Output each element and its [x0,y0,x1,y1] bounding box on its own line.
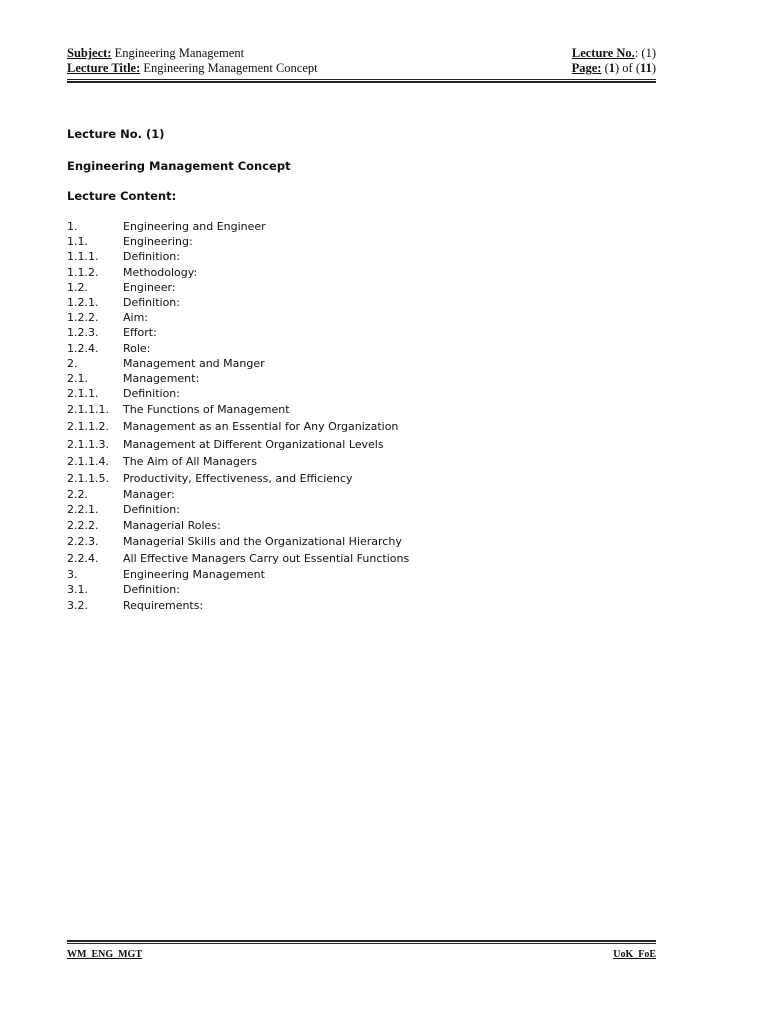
toc-title: Requirements: [123,598,204,612]
page-footer [67,949,656,960]
toc-item [67,265,409,280]
toc-title: Management as an Essential for Any Organization [123,420,399,434]
toc-item [67,371,409,386]
subject-label: Subject: [67,46,112,60]
lecture-number-value: : (1) [634,46,656,60]
toc-number: 2.1.1.2. [67,420,109,434]
toc-number: 2.1.1.3. [67,437,109,451]
header-divider [67,79,656,83]
toc-title: Managerial Roles: [123,518,221,532]
toc-title: Management: [123,371,200,385]
page-number-line [572,61,656,76]
toc-title: Management and Manger [123,356,265,370]
toc-number: 1.1.2. [67,265,99,279]
toc-number: 2.2. [67,488,88,502]
toc-item [67,249,409,264]
toc-number: 3.1. [67,583,88,597]
toc-item [67,234,409,249]
page-mid: ) of ( [615,61,641,75]
toc-number: 3.2. [67,598,88,612]
toc-number: 1.2. [67,280,88,294]
toc-title: Definition: [123,295,180,309]
toc-item [67,356,409,371]
toc-number: 2.2.1. [67,503,99,517]
content-heading: Lecture Content: [67,189,177,203]
toc-item [67,219,409,234]
toc-title: All Effective Managers Carry out Essential Functions [123,551,410,565]
toc-title: Definition: [123,387,180,401]
toc-title: Aim: [123,311,149,325]
toc-title: Effort: [123,326,157,340]
toc-title: Management at Different Organizational Levels [123,437,384,451]
toc-title: Engineering: [123,235,193,249]
toc-number: 2.1.1.1. [67,403,109,417]
toc-number: 1.1. [67,235,88,249]
toc-title: Definition: [123,250,180,264]
toc-title: Engineering and Engineer [123,220,266,233]
toc-title: Methodology: [123,265,198,279]
lecture-title-value: Engineering Management Concept [140,61,318,75]
subject-value: Engineering Management [111,46,245,60]
toc-title: Definition: [123,503,180,517]
toc-number: 2.1.1.4. [67,454,109,468]
toc-item [67,436,409,453]
toc-item [67,453,409,470]
header-row-2 [67,61,656,76]
lecture-number-line [572,46,656,61]
lecture-title-label: Lecture Title: [67,61,141,75]
toc-title: Role: [123,341,151,355]
toc-title: Definition: [123,583,180,597]
footer-right-code: UoK_FoE [613,949,656,960]
toc-number: 2.1. [67,371,88,385]
toc-number: 1. [67,220,78,233]
toc-title: Engineer: [123,280,176,294]
toc-item [67,533,409,550]
toc-number: 1.2.2. [67,311,99,325]
toc-item [67,502,409,517]
toc-item [67,487,409,502]
toc-item [67,295,409,310]
toc-title: The Aim of All Managers [123,454,257,468]
page-header [67,46,656,76]
toc-item [67,470,409,487]
toc-item [67,598,409,613]
lecture-number-label: Lecture No. [571,46,635,60]
toc-number: 1.2.4. [67,341,99,355]
toc-title: Manager: [123,488,175,502]
lecture-heading: Lecture No. (1) [67,127,165,141]
toc-item [67,280,409,295]
concept-heading: Engineering Management Concept [67,159,291,173]
page-close: ) [651,61,656,75]
page-current: 1 [608,61,616,75]
toc-title: Engineering Management [123,568,265,582]
toc-number: 2.1.1.5. [67,472,109,485]
toc-number: 1.2.1. [67,295,99,309]
toc-item [67,518,409,533]
toc-item [67,325,409,340]
toc-title: Productivity, Effectiveness, and Efficiency [123,472,353,485]
toc-item [67,341,409,356]
table-of-contents [67,219,409,613]
page-label: Page: [571,61,602,75]
toc-item [67,550,409,567]
toc-item [67,386,409,401]
footer-divider [67,940,656,944]
toc-number: 3. [67,568,78,582]
toc-title: Managerial Skills and the Organizational Hierarchy [123,534,402,548]
toc-number: 2. [67,356,78,370]
toc-number: 2.2.3. [67,534,99,548]
toc-number: 1.1.1. [67,250,99,264]
footer-left-code: WM_ENG_MGT [67,949,142,960]
toc-number: 2.1.1. [67,387,99,401]
lecture-title-line [67,61,318,76]
toc-item [67,310,409,325]
toc-number: 2.2.4. [67,551,99,565]
page-total: 11 [640,61,652,75]
toc-item [67,401,409,418]
toc-item [67,582,409,597]
subject-line [67,46,244,61]
toc-number: 2.2.2. [67,518,99,532]
toc-item [67,567,409,582]
page-open: ( [601,61,609,75]
toc-title: The Functions of Management [123,403,290,417]
toc-item [67,418,409,435]
header-row-1 [67,46,656,61]
toc-number: 1.2.3. [67,326,99,340]
